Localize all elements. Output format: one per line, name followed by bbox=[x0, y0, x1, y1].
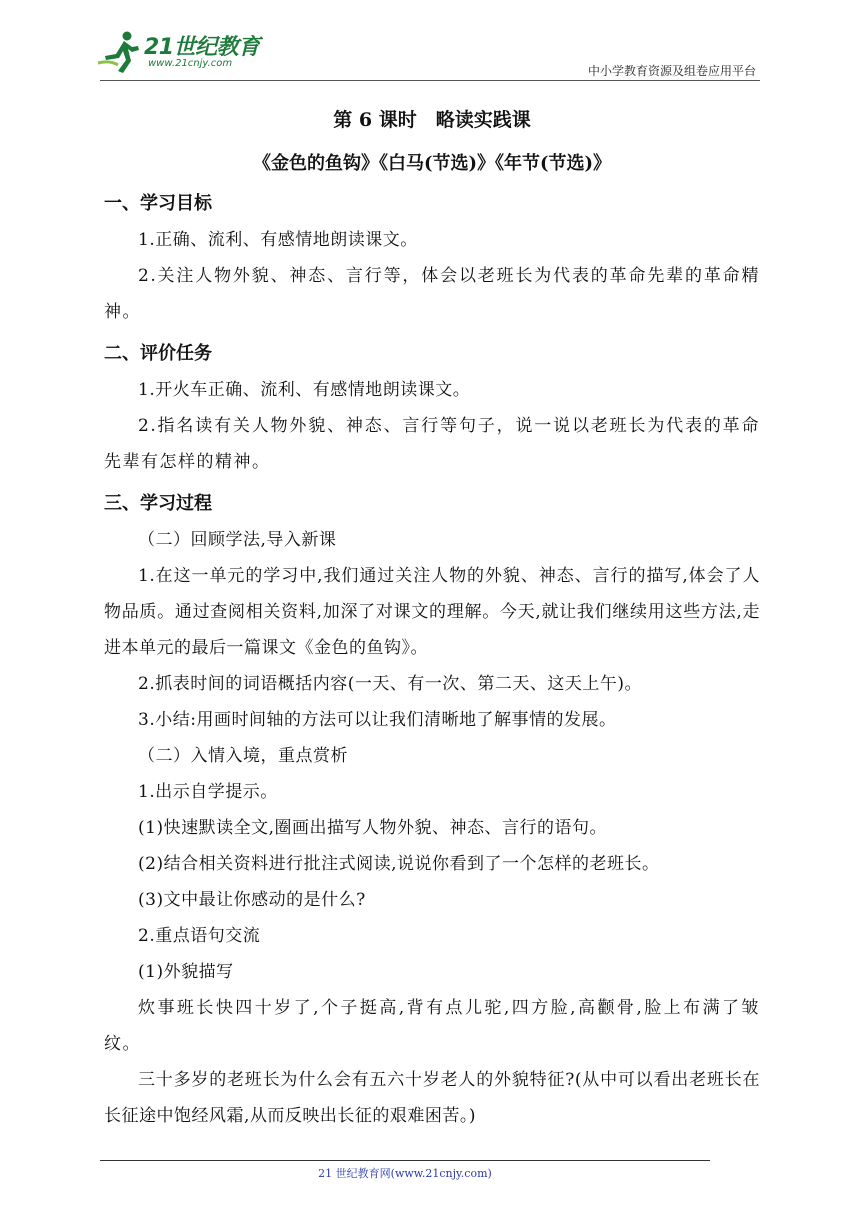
section-heading: 二、评价任务 bbox=[104, 343, 212, 364]
paragraph: 1.出示自学提示。 bbox=[138, 782, 278, 802]
paragraph: 炊事班长快四十岁了,个子挺高,背有点儿驼,四方脸,高颧骨,脸上布满了皱纹。 bbox=[104, 998, 760, 1054]
section-goals bbox=[104, 186, 760, 330]
paragraph: 3.小结:用画时间轴的方法可以让我们清晰地了解事情的发展。 bbox=[138, 710, 617, 730]
page-header bbox=[0, 0, 860, 90]
paragraph: （二）回顾学法,导入新课 bbox=[138, 530, 337, 550]
paragraph: (2)结合相关资料进行批注式阅读,说说你看到了一个怎样的老班长。 bbox=[138, 854, 660, 874]
paragraph: 1.开火车正确、流利、有感情地朗读课文。 bbox=[138, 380, 471, 400]
paragraph: 2.指名读有关人物外貌、神态、言行等句子，说一说以老班长为代表的革命先辈有怎样的精神。 bbox=[104, 416, 760, 472]
lesson-title: 第 6 课时 略读实践课 bbox=[333, 109, 531, 131]
paragraph: 2.关注人物外貌、神态、言行等，体会以老班长为代表的革命先辈的革命精神。 bbox=[104, 266, 760, 322]
paragraph: 1.在这一单元的学习中,我们通过关注人物的外貌、神态、言行的描写,体会了人物品质。通过查阅相关资料,加深了对课文的理解。今天,就让我们继续用这些方法,走进本单元的最后一篇课文《金色的鱼钩》。 bbox=[104, 566, 760, 658]
section-assessment bbox=[104, 336, 760, 480]
paragraph: （二）入情入境，重点赏析 bbox=[138, 746, 348, 766]
section-heading: 一、学习目标 bbox=[104, 193, 212, 214]
logo-url: www.21cnjy.com bbox=[148, 58, 233, 69]
logo-text: 21世纪教育 bbox=[144, 35, 260, 60]
logo bbox=[96, 30, 266, 78]
paragraph: 三十多岁的老班长为什么会有五六十岁老人的外貌特征?(从中可以看出老班长在长征途中饱经风霜,从而反映出长征的艰难困苦。) bbox=[104, 1070, 760, 1126]
paragraph: (3)文中最让你感动的是什么? bbox=[138, 890, 366, 910]
document-body bbox=[104, 104, 760, 1134]
paragraph: (1)快速默读全文,圈画出描写人物外貌、神态、言行的语句。 bbox=[138, 818, 607, 838]
section-heading: 三、学习过程 bbox=[104, 493, 212, 514]
footer-link[interactable]: 21 世纪教育网(www.21cnjy.com) bbox=[318, 1167, 492, 1180]
paragraph: 2.重点语句交流 bbox=[138, 926, 261, 946]
paragraph: 1.正确、流利、有感情地朗读课文。 bbox=[138, 230, 418, 250]
section-process bbox=[104, 486, 760, 1134]
header-divider bbox=[100, 80, 760, 81]
lesson-subtitle: 《金色的鱼钩》《白马(节选)》《年节(节选)》 bbox=[252, 153, 612, 174]
runner-logo-icon bbox=[96, 30, 142, 74]
paragraph: 2.抓表时间的词语概括内容(一天、有一次、第二天、这天上午)。 bbox=[138, 674, 642, 694]
paragraph: (1)外貌描写 bbox=[138, 962, 234, 982]
platform-label: 中小学教育资源及组卷应用平台 bbox=[587, 64, 756, 78]
footer-divider bbox=[100, 1160, 710, 1161]
